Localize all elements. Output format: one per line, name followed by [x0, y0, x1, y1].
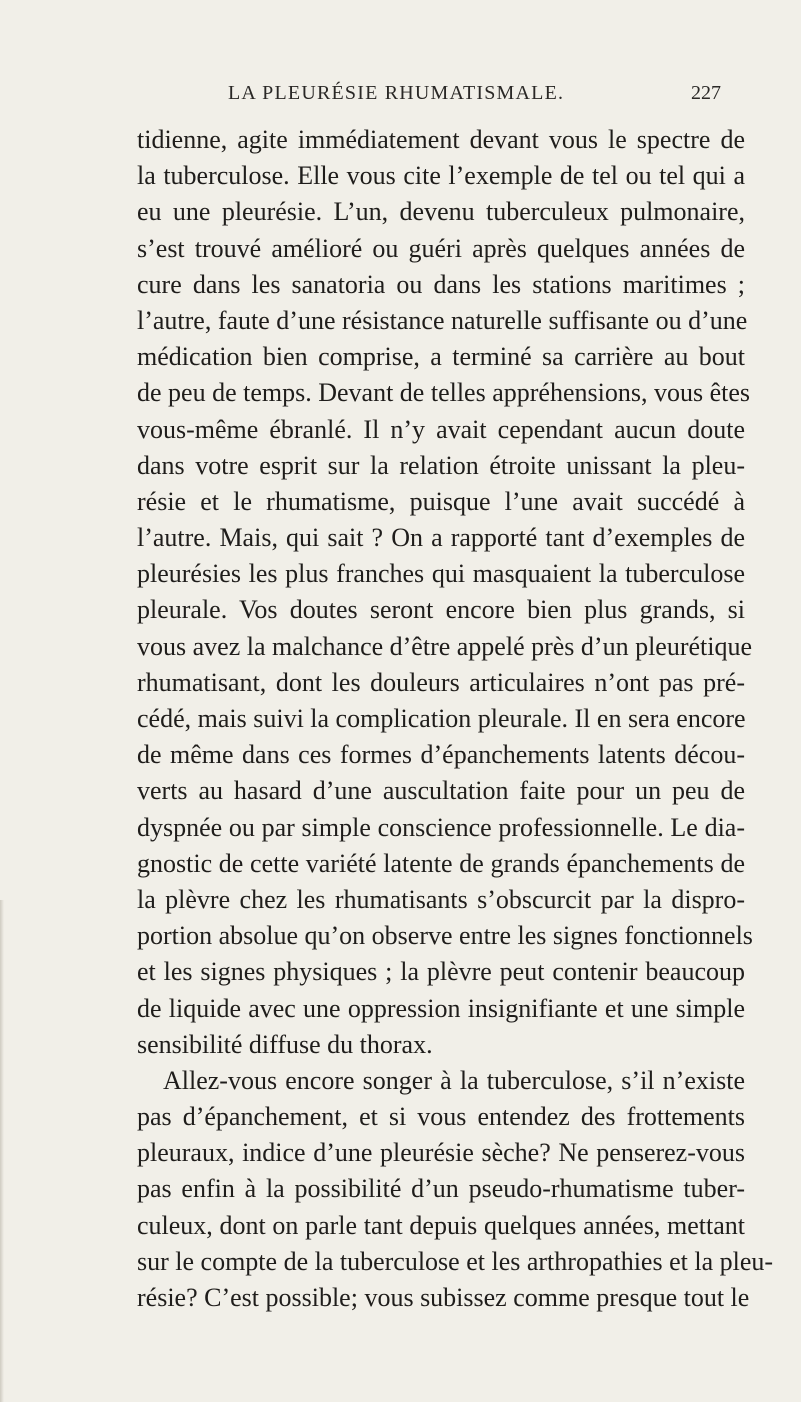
text-line: pleurésies les plus franches qui masquaient la tuberculose — [137, 559, 745, 589]
text-line: l’autre. Mais, qui sait ? On a rapporté tant d’exemples de — [137, 523, 745, 553]
text-line: vous-même ébranlé. Il n’y avait cependant aucun doute — [137, 414, 745, 444]
text-line: Allez-vous encore songer à la tuberculose, s’il n’existe — [163, 1065, 745, 1095]
text-line: pas d’épanchement, et si vous entendez des frottements — [137, 1102, 745, 1132]
page-number: 227 — [691, 82, 721, 104]
text-line: de liquide avec une oppression insignifiante et une simple — [137, 993, 745, 1023]
text-line: culeux, dont on parle tant depuis quelques années, mettant — [137, 1210, 745, 1240]
text-line: cédé, mais suivi la complication pleurale. Il en sera encore — [137, 704, 746, 733]
text-line: l’autre, faute d’une résistance naturelle suffisante ou d’une — [137, 305, 748, 335]
text-line: gnostic de cette variété latente de grands épanchements de — [137, 848, 745, 878]
text-line: cure dans les sanatoria ou dans les stations maritimes ; — [137, 269, 745, 299]
text-line: vous avez la malchance d’être appelé près d’un pleurétique — [137, 631, 753, 661]
text-line: résie et le rhumatisme, puisque l’une avait succédé à — [137, 486, 745, 516]
text-line: s’est trouvé amélioré ou guéri après quelques années de — [137, 233, 745, 263]
text-line: rhumatisant, dont les douleurs articulaires n’ont pas pré- — [137, 667, 745, 697]
text-line: pleuraux, indice d’une pleurésie sèche? Ne penserez-vous — [137, 1138, 745, 1168]
text-line: médication bien comprise, a terminé sa carrière au bout — [137, 342, 745, 372]
text-line: sur le compte de la tuberculose et les arthropathies et la pleu- — [137, 1246, 774, 1276]
running-head: LA PLEURÉSIE RHUMATISMALE. — [228, 82, 565, 104]
text-line: portion absolue qu’on observe entre les signes fonctionnels — [137, 921, 753, 951]
text-line: la plèvre chez les rhumatisants s’obscurcit par la dispro- — [137, 884, 745, 914]
paragraph-1 — [137, 122, 753, 1063]
text-line: pleurale. Vos doutes seront encore bien plus grands, si — [137, 595, 745, 625]
text-line: sensibilité diffuse du thorax. — [137, 1029, 433, 1059]
body-text — [137, 122, 774, 1316]
text-line: dyspnée ou par simple conscience professionnelle. Le dia- — [137, 812, 745, 842]
text-line: verts au hasard d’une auscultation faite pour un peu de — [137, 776, 745, 806]
text-line: tidienne, agite immédiatement devant vous le spectre de — [137, 125, 745, 154]
text-line: dans votre esprit sur la relation étroite unissant la pleu- — [137, 450, 745, 480]
paragraph-2 — [137, 1063, 774, 1316]
text-line: eu une pleurésie. L’un, devenu tuberculeux pulmonaire, — [137, 197, 745, 227]
text-line: la tuberculose. Elle vous cite l’exemple de tel ou tel qui a — [137, 161, 745, 191]
page-edge-shadow — [0, 900, 4, 1402]
text-line: de même dans ces formes d’épanchements latents décou- — [137, 740, 745, 770]
text-line: de peu de temps. Devant de telles appréhensions, vous êtes — [137, 378, 750, 408]
text-line: résie? C’est possible; vous subissez comme presque tout le — [137, 1283, 750, 1312]
text-line: et les signes physiques ; la plèvre peut contenir beaucoup — [137, 957, 745, 987]
text-line: pas enfin à la possibilité d’un pseudo-rhumatisme tuber- — [137, 1174, 745, 1204]
